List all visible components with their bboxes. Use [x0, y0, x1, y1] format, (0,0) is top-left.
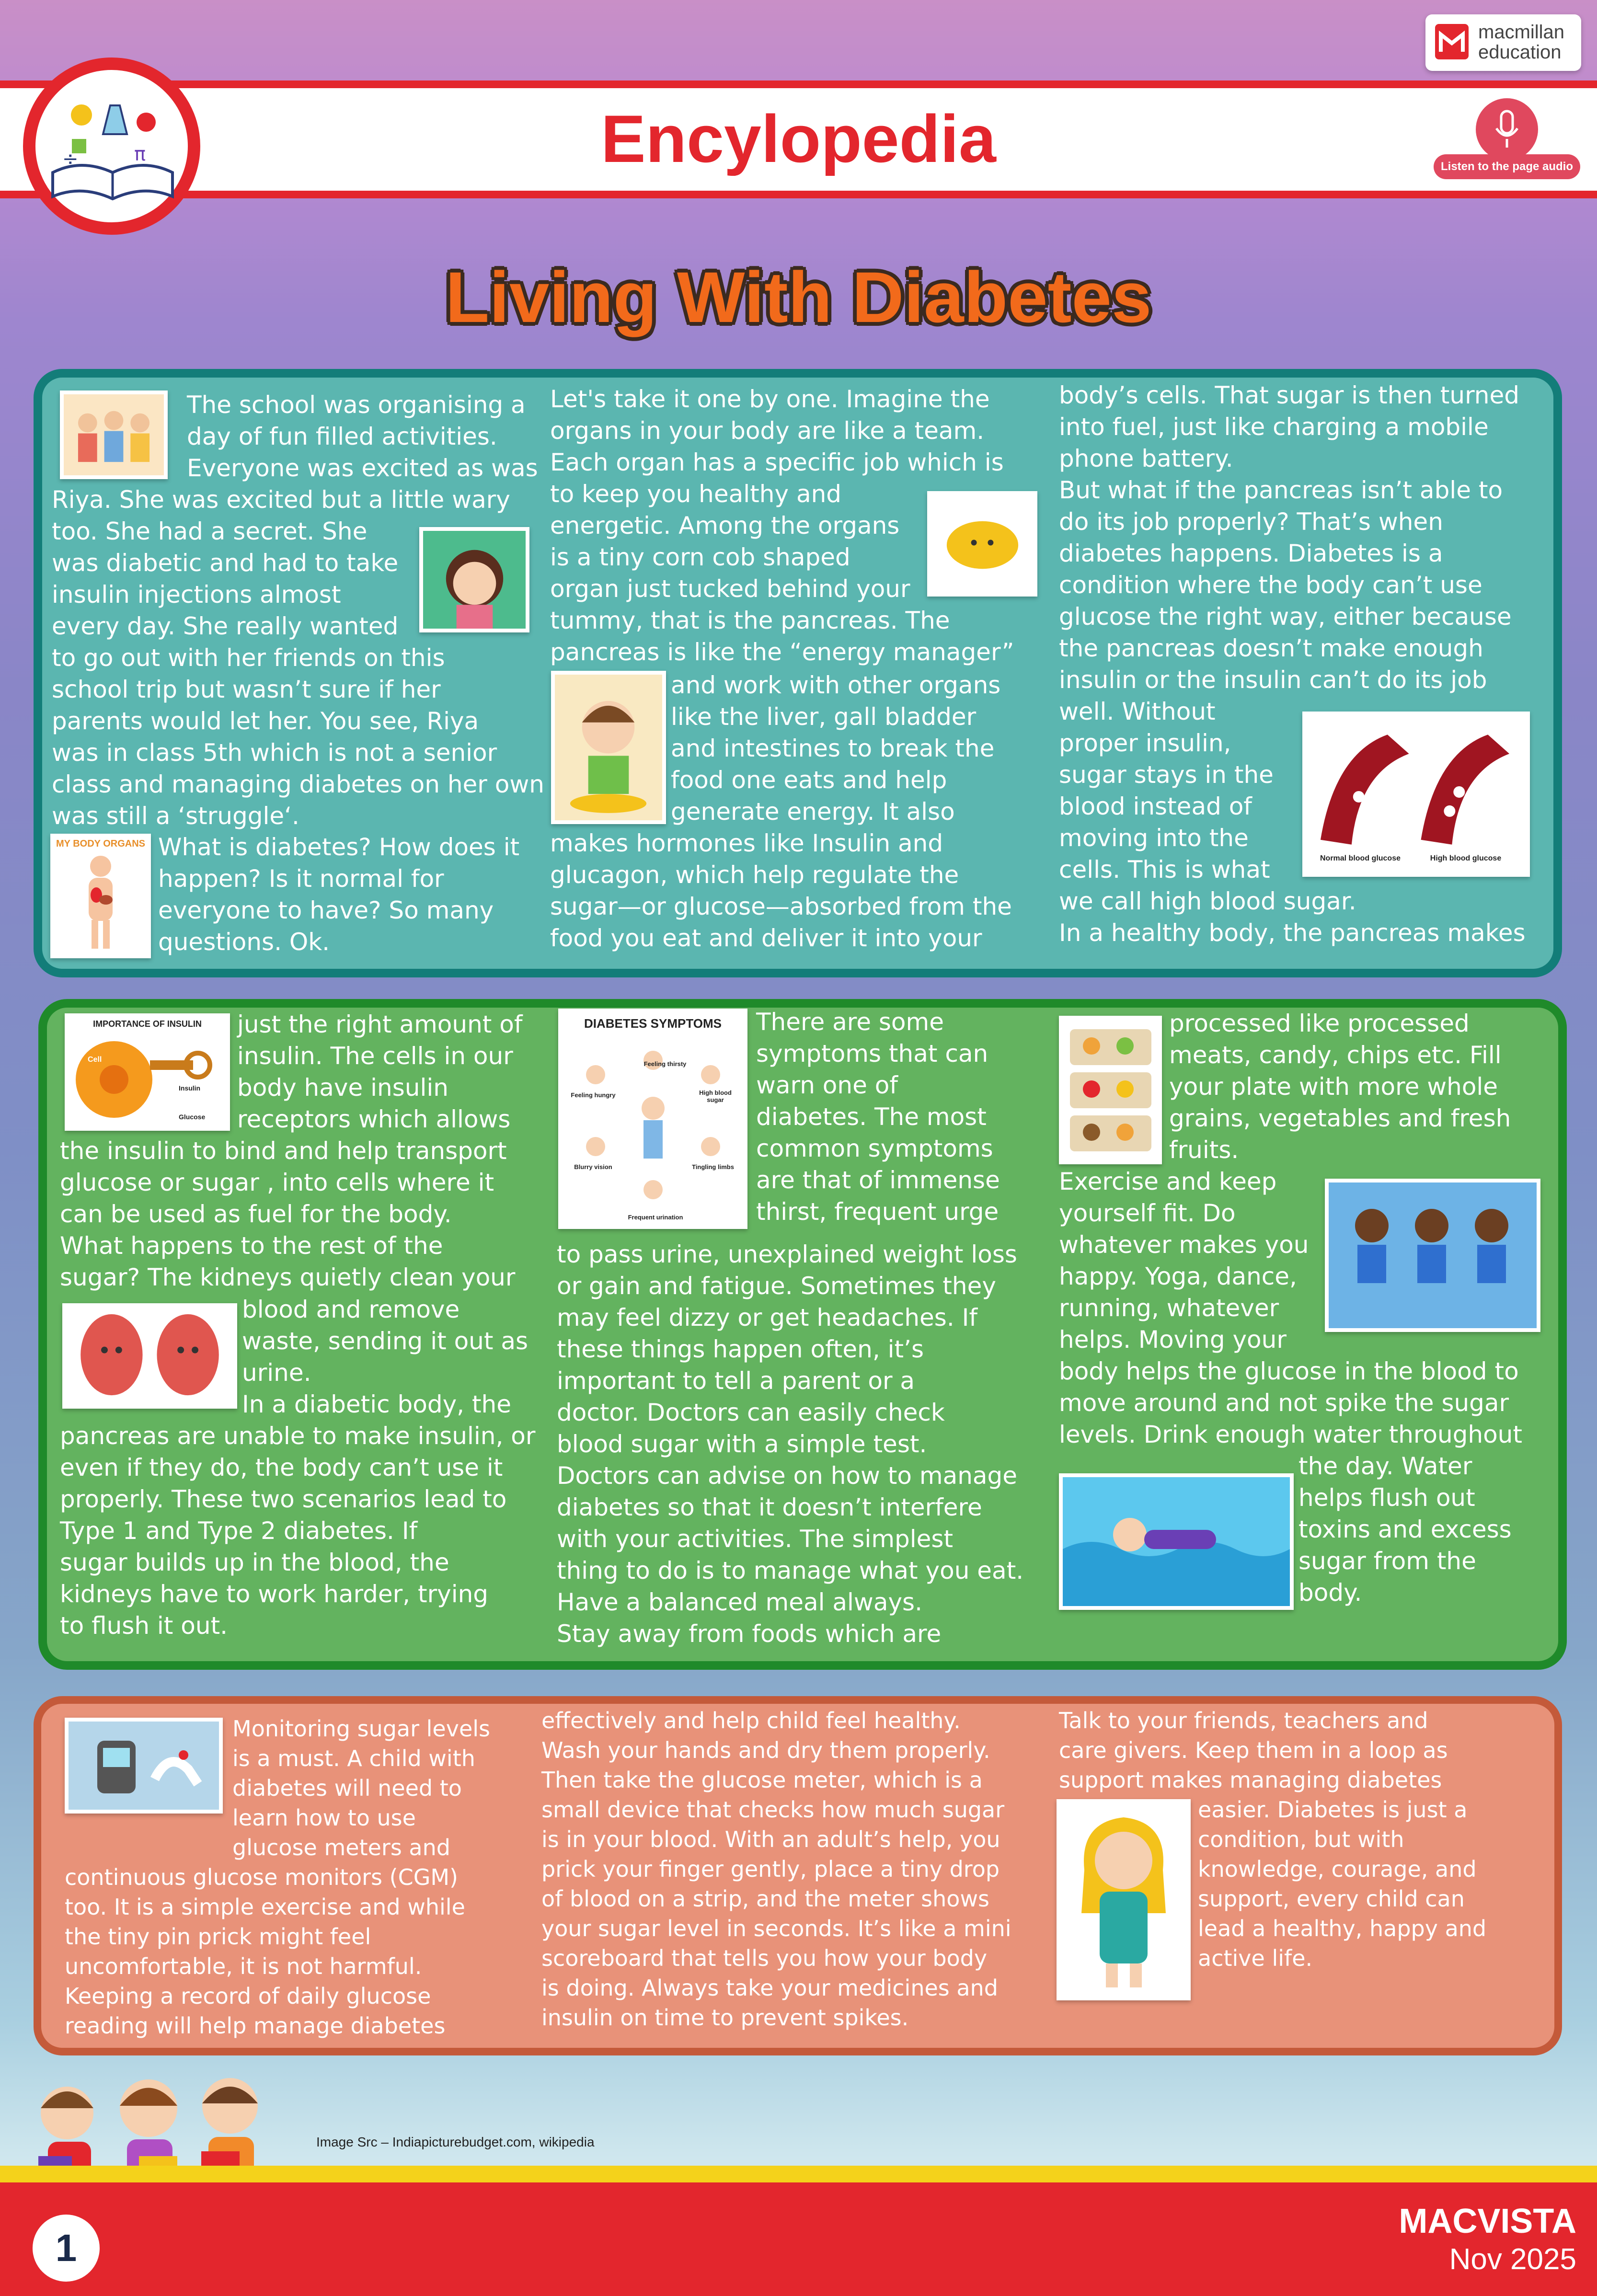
p2-col1-text-a: just the right amount of insulin. The cells in our body have insulin receptors which allows — [237, 1010, 523, 1133]
article-title: Living With Diabetes — [445, 257, 1152, 337]
magazine-name: MACVISTA — [1399, 2202, 1576, 2240]
p1-col1-text-b: Riya. She was excited but a little wary too. She had a secret. She was diabetic and had to take insulin injections almost every day. She really wanted to go out with her friends on this school trip but wasn’t sure if her parents would let her. You see, Riya was in class 5th which is not a senior class and managing diabetes on her own was still a ‘struggle‘. — [52, 486, 544, 830]
kids-group-image — [60, 390, 168, 479]
symptom-thirsty: Feeling thirsty — [643, 1060, 687, 1068]
symptom-tingling: Tingling limbs — [692, 1163, 734, 1171]
svg-text:÷: ÷ — [62, 148, 79, 170]
p3-col2-text: effectively and help child feel healthy. Wash your hands and dry them properly. Then take the glucose meter, which is a small device that checks how much sugar is in your blood. With an adult’s help, you prick your finger gently, place a tiny drop of blood on a strip, and the meter shows your sugar level in seconds. It’s like a mini scoreboard that tells you how your body is doing. Always take your medicines and insulin on time to prevent spikes. — [541, 1708, 1011, 2031]
child-eating-image — [551, 671, 666, 824]
p2-col1-text-d: pancreas are unable to make insulin, or even if they do, the body can’t use it properly. These two scenarios lead to Type 1 and Type 2 diabetes. If sugar builds up in the blood, the kidneys have to work harder, trying to flush it out. — [60, 1422, 536, 1640]
page-number: 1 — [33, 2215, 100, 2282]
p2-col3-text-d: the day. Water helps flush out toxins and excess sugar from the body. — [1298, 1452, 1512, 1607]
p2-col3-text-b: Exercise and keep yourself fit. Do whatever makes you happy. Yoga, dance, running, whatever helps. Moving your — [1059, 1168, 1309, 1354]
brand-line-2: education — [1478, 42, 1562, 63]
microphone-icon — [1493, 109, 1521, 150]
organs-label: MY BODY ORGANS — [56, 838, 145, 849]
kids-running-image — [1325, 1179, 1540, 1332]
food-trays-image — [1059, 1016, 1162, 1164]
macmillan-logo-icon — [1435, 24, 1469, 59]
pancreas-image — [927, 491, 1037, 597]
diabetes-symptoms-image — [558, 1009, 747, 1229]
brand-line-1: macmillan — [1478, 22, 1565, 43]
p2-col1-text-c: blood and remove waste, sending it out as urine. In a diabetic body, the — [242, 1296, 529, 1418]
symptom-blurry-vision: Blurry vision — [574, 1163, 612, 1171]
blood-glucose-image — [1302, 712, 1530, 877]
kidneys-image — [62, 1303, 237, 1409]
symptom-urination: Frequent urination — [628, 1214, 683, 1221]
glucose-meter-image — [65, 1718, 223, 1814]
glucose-normal-label: Normal blood glucose — [1320, 854, 1401, 862]
p1-col1-text-c: What is diabetes? How does it happen? Is it normal for everyone to have? So many questions. Ok. — [158, 833, 520, 956]
brand-name — [1478, 22, 1564, 62]
p3-col3-text-a: Talk to your friends, teachers and care givers. Keep them in a loop as support makes managing diabetes — [1059, 1708, 1448, 1793]
p2-col3-text-a: processed like processed meats, candy, chips etc. Fill your plate with more whole grains, vegetables and fresh fruits. — [1169, 1010, 1511, 1164]
insulin-key-label: Insulin — [179, 1084, 201, 1092]
p1-col3-text: body’s cells. That sugar is then turned into fuel, just like charging a mobile phone battery. But what if the pancreas isn’t able to do its job properly? That’s when diabetes happens. Diabetes is a condition where the body can’t use glucose the right way, either because the pancreas doesn’t make enough insulin or the insulin can’t do its job well. Without proper insulin, sugar stays in the blood instead of moving into the cells. This is what we call high blood sugar. In a healthy body, the pancreas makes — [1059, 381, 1526, 947]
symptom-high-sugar: High blood sugar — [699, 1089, 732, 1103]
image-credit: Image Src – Indiapicturebudget.com, wikipedia — [316, 2135, 595, 2149]
worried-girl-image — [419, 527, 529, 632]
science-book-icon — [43, 77, 182, 216]
p3-col1-text-a: Monitoring sugar levels is a must. A child with diabetes will need to learn how to use glucose meters and — [232, 1716, 491, 1860]
audio-label[interactable]: Listen to the page audio — [1434, 154, 1580, 179]
p1-col2-text-c: makes hormones like Insulin and glucagon, which help regulate the sugar—or glucose—absorbed from the food you eat and deliver it into your — [550, 829, 1012, 952]
symptoms-title: DIABETES SYMPTOMS — [584, 1016, 722, 1031]
svg-text:π: π — [134, 143, 146, 165]
insulin-glucose-label: Glucose — [179, 1113, 206, 1121]
p3-col3-text-b: easier. Diabetes is just a condition, but with knowledge, courage, and support, every child can lead a healthy, happy and active life. — [1198, 1797, 1487, 1971]
insulin-cell-label: Cell — [88, 1056, 102, 1064]
p2-col3-text-c: body helps the glucose in the blood to move around and not spike the sugar levels. Drink enough water throughout — [1059, 1357, 1522, 1448]
p2-col1-text-b: the insulin to bind and help transport glucose or sugar , into cells where it can be used as fuel for the body. What happens to the rest of the sugar? The kidneys quietly clean your — [60, 1137, 516, 1291]
section-title: Encylopedia — [601, 101, 996, 176]
footer-stripe — [0, 2166, 1597, 2185]
p1-col2-text-a: Let's take it one by one. Imagine the organs in your body are like a team. Each organ has a specific job which is to keep you healthy and energetic. Among the organs is a tiny corn cob shaped organ just tucked behind your tummy, that is the pancreas. The pancreas is like the “energy manager” — [550, 385, 1014, 666]
insulin-diagram-title: IMPORTANCE OF INSULIN — [93, 1019, 202, 1029]
p1-col2-text-b: and work with other organs like the liver, gall bladder and intestines to break the food one eats and help generate energy. It also — [671, 671, 1001, 826]
p3-col1-text-b: continuous glucose monitors (CGM) too. It is a simple exercise and while the tiny pin prick might feel uncomfortable, it is not harmful. Keeping a record of daily glucose reading will help manage diabetes — [65, 1864, 465, 2039]
smiling-girl-image — [1057, 1799, 1191, 2000]
swimmer-image — [1059, 1473, 1294, 1610]
insulin-importance-image — [65, 1013, 230, 1131]
glucose-high-label: High blood glucose — [1430, 854, 1502, 862]
symptom-hungry: Feeling hungry — [571, 1091, 616, 1099]
body-organs-image — [50, 834, 151, 958]
p1-col1-text-a: The school was organising a day of fun filled activities. Everyone was excited as was — [187, 391, 538, 482]
p2-col2-text-b: to pass urine, unexplained weight loss or gain and fatigue. Sometimes they may feel dizzy or get headaches. If these things happen often, it’s important to tell a parent or a doctor. Doctors can easily check blood sugar with a simple test. Doctors can advise on how to manage diabetes so that it doesn’t interfere with your activities. The simplest thing to do is to manage what you eat. Have a balanced meal always. Stay away from foods which are — [557, 1240, 1024, 1648]
issue-date: Nov 2025 — [1449, 2243, 1576, 2276]
p2-col2-text-a: There are some symptoms that can warn one of diabetes. The most common symptoms are that of immense thirst, frequent urge — [756, 1008, 1000, 1226]
